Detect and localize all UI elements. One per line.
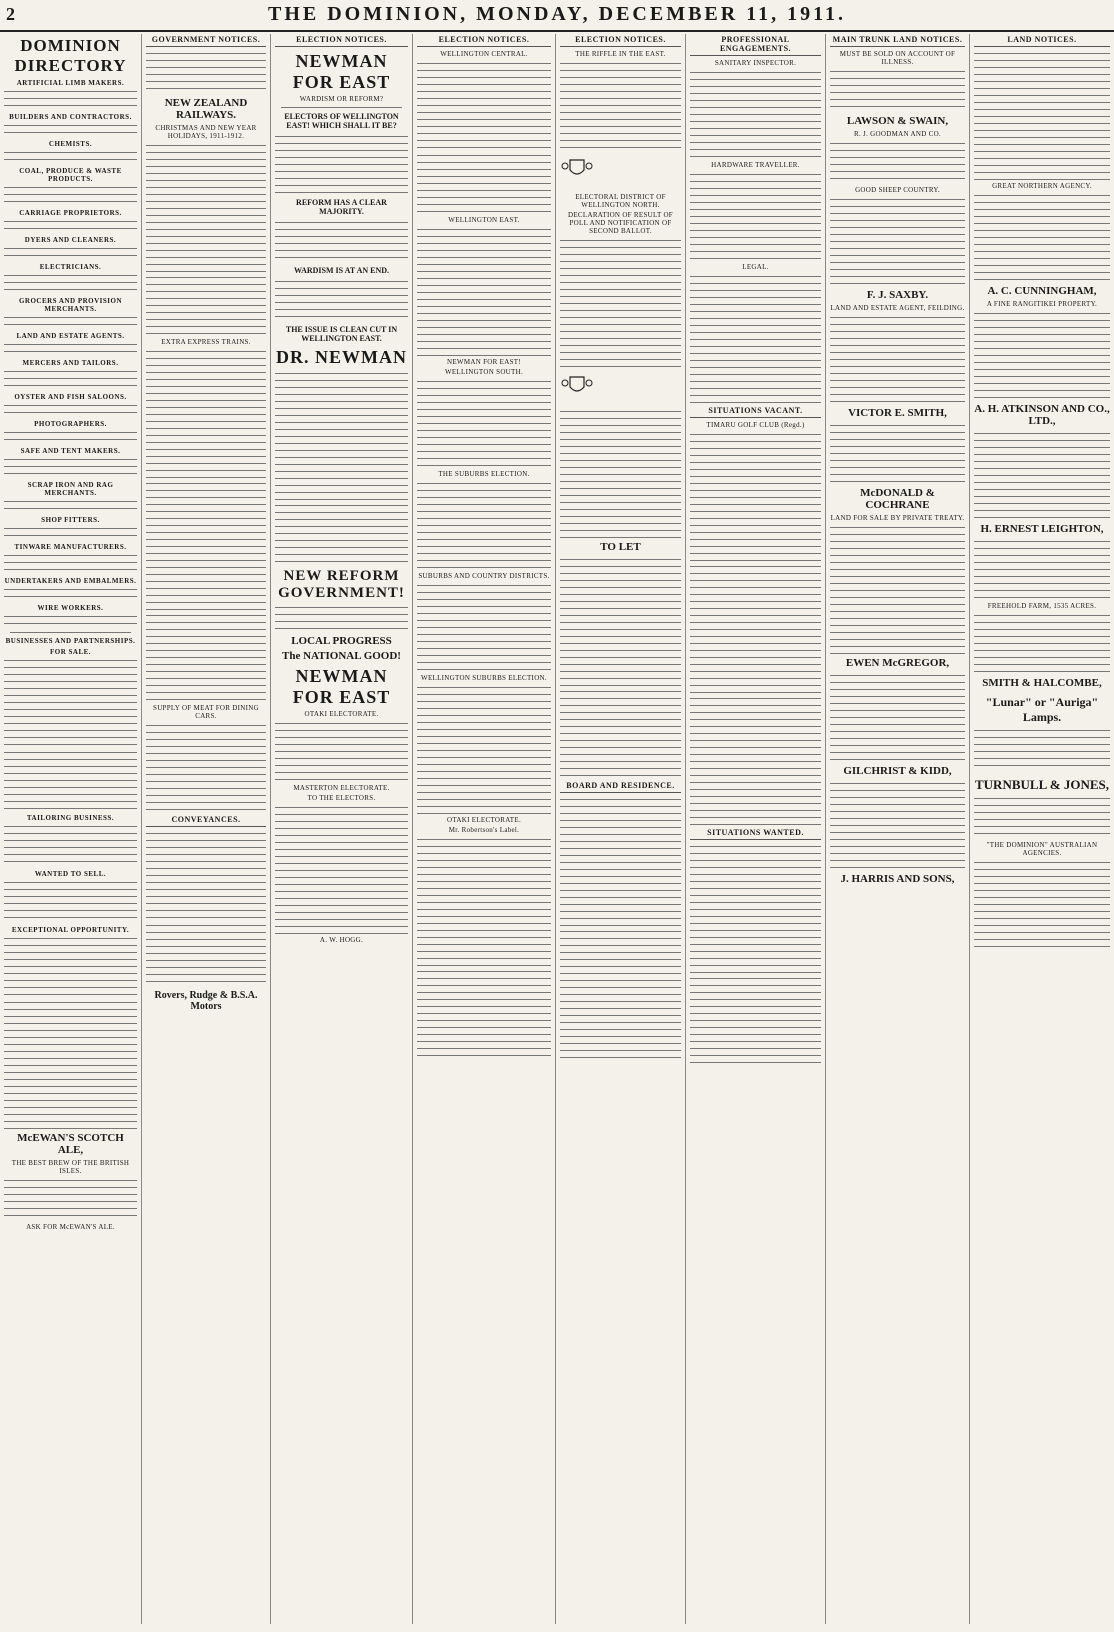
situations-wanted-head: SITUATIONS WANTED.: [690, 827, 821, 840]
directory-category: GROCERS AND PROVISION MERCHANTS.: [18, 297, 123, 313]
lawson-swain: LAWSON & SWAIN,: [846, 115, 949, 127]
must-be-sold: MUST BE SOLD ON ACCOUNT OF ILLNESS.: [839, 50, 956, 66]
directory-category: COAL, PRODUCE & WASTE PRODUCTS.: [19, 167, 122, 183]
directory-category: SHOP FITTERS.: [41, 516, 100, 524]
sanitary-inspector: SANITARY INSPECTOR.: [714, 59, 797, 67]
situations-vacant-head: SITUATIONS VACANT.: [690, 405, 821, 418]
australian-agencies: "THE DOMINION" AUSTRALIAN AGENCIES.: [986, 841, 1098, 857]
columns: [0, 34, 1114, 1624]
directory-category: ARTIFICIAL LIMB MAKERS.: [16, 79, 125, 87]
wellington-east: WELLINGTON EAST.: [448, 216, 520, 224]
robertson-label: Mr. Robertson's Label.: [448, 826, 520, 834]
column-main-trunk: [826, 34, 970, 1624]
lunar-lamps: "Lunar" or "Auriga" Lamps.: [985, 695, 1099, 724]
page-number: 2: [6, 4, 15, 24]
harris-sons: J. HARRIS AND SONS,: [840, 873, 955, 885]
newman-banner-1: NEWMAN FOR EAST: [292, 51, 391, 92]
rifle-heading: THE RIFFLE IN THE EAST.: [575, 50, 666, 58]
column-government: [142, 34, 271, 1624]
directory-category: SAFE AND TENT MAKERS.: [20, 447, 121, 455]
goodman-co: R. J. GOODMAN AND CO.: [853, 130, 941, 138]
directory-category: BUILDERS AND CONTRACTORS.: [9, 113, 132, 121]
election-notices-head-1: ELECTION NOTICES.: [275, 34, 408, 47]
wanted-sell-heading: WANTED TO SELL.: [34, 870, 107, 878]
professional-head: PROFESSIONAL ENGAGEMENTS.: [690, 34, 821, 56]
masterton-electorate: MASTERTON ELECTORATE.: [293, 784, 390, 792]
freehold-farm: FREEHOLD FARM, 1535 ACRES.: [987, 602, 1097, 610]
saxby-sub: LAND AND ESTATE AGENT, FEILDING.: [830, 304, 965, 312]
north-district: ELECTORAL DISTRICT OF WELLINGTON NORTH.: [575, 193, 666, 209]
coat-of-arms-icon-2: [560, 373, 594, 399]
new-reform-government: NEW REFORM GOVERNMENT!: [278, 568, 405, 601]
newman-for-east: NEWMAN FOR EAST!: [446, 358, 522, 366]
holidays-heading: CHRISTMAS AND NEW YEAR HOLIDAYS, 1911-1912.: [155, 124, 257, 140]
national-good: The NATIONAL GOOD!: [282, 650, 401, 662]
column-election-2: [413, 34, 556, 1624]
newman-banner-2: NEWMAN FOR EAST: [292, 666, 391, 707]
column-professional: [686, 34, 826, 1624]
directory-category: DYERS AND CLEANERS.: [24, 236, 117, 244]
reform-majority: REFORM HAS A CLEAR MAJORITY.: [296, 198, 387, 216]
directory-category: PHOTOGRAPHERS.: [34, 420, 107, 428]
exceptional-heading: EXCEPTIONAL OPPORTUNITY.: [11, 926, 130, 934]
ewen-mcgregor: EWEN McGREGOR,: [845, 657, 950, 669]
hogg-signature: A. W. HOGG.: [319, 936, 364, 944]
hardware-traveller: HARDWARE TRAVELLER.: [711, 161, 800, 169]
directory-list: [4, 79, 137, 628]
newspaper-title: THE DOMINION, MONDAY, DECEMBER 11, 1911.: [267, 3, 847, 25]
tailoring-heading: TAILORING BUSINESS.: [26, 814, 115, 822]
great-northern: GREAT NORTHERN AGENCY.: [992, 182, 1092, 190]
suburbs-country: SUBURBS AND COUNTRY DISTRICTS.: [418, 572, 550, 580]
wardism-question: WARDISM OR REFORM?: [299, 95, 384, 103]
directory-category: ELECTRICIANS.: [39, 263, 102, 271]
for-sale-heading: FOR SALE.: [49, 648, 92, 656]
dr-newman: DR. NEWMAN: [276, 347, 407, 367]
otaki-electorate-2: OTAKI ELECTORATE.: [446, 816, 521, 824]
atkinson-co: A. H. ATKINSON AND CO., LTD.,: [974, 403, 1110, 427]
coat-of-arms-icon: [560, 156, 594, 182]
businesses-heading: BUSINESSES AND PARTNERSHIPS.: [5, 637, 136, 645]
gilchrist-kidd: GILCHRIST & KIDD,: [843, 765, 952, 777]
mcdonald-cochrane: McDONALD & COCHRANE: [860, 487, 935, 511]
to-let-heading: TO LET: [600, 541, 641, 553]
directory-category: OYSTER AND FISH SALOONS.: [14, 393, 127, 401]
victor-smith: VICTOR E. SMITH,: [848, 407, 947, 419]
directory-category: UNDERTAKERS AND EMBALMERS.: [4, 577, 137, 585]
ernest-leighton: H. ERNEST LEIGHTON,: [980, 523, 1104, 535]
express-heading: EXTRA EXPRESS TRAINS.: [161, 338, 251, 346]
ale-brand: McEWAN'S SCOTCH ALE,: [17, 1132, 124, 1156]
directory-category: TINWARE MANUFACTURERS.: [14, 543, 127, 551]
cunningham: A. C. CUNNINGHAM,: [987, 285, 1097, 297]
ale-footer: ASK FOR McEWAN'S ALE.: [26, 1223, 115, 1231]
good-sheep-country: GOOD SHEEP COUNTRY.: [855, 186, 940, 194]
board-residence-head: BOARD AND RESIDENCE.: [560, 780, 681, 793]
timaru-golf: TIMARU GOLF CLUB (Regd.): [706, 421, 805, 429]
directory-category: SCRAP IRON AND RAG MERCHANTS.: [27, 481, 114, 497]
election-notices-head-2: ELECTION NOTICES.: [417, 34, 551, 47]
poll-result: DECLARATION OF RESULT OF POLL AND NOTIFICATION OF SECOND BALLOT.: [567, 211, 674, 235]
dining-heading: SUPPLY OF MEAT FOR DINING CARS.: [153, 704, 259, 720]
column-election-newman: [271, 34, 413, 1624]
conveyances-head: CONVEYANCES.: [146, 814, 266, 827]
column-land: [970, 34, 1114, 1624]
turnbull-jones: TURNBULL & JONES,: [975, 777, 1109, 792]
wellington-south: WELLINGTON SOUTH.: [444, 368, 524, 376]
issue-clean-cut: THE ISSUE IS CLEAN CUT IN WELLINGTON EAST.: [285, 325, 398, 343]
suburbs-election: THE SUBURBS ELECTION.: [438, 470, 530, 478]
government-notices-head: GOVERNMENT NOTICES.: [146, 34, 266, 47]
ale-tagline: THE BEST BREW OF THE BRITISH ISLES.: [11, 1159, 130, 1175]
smith-halcombe: SMITH & HALCOMBE,: [982, 677, 1102, 689]
electors-heading: ELECTORS OF WELLINGTON EAST! WHICH SHALL IT BE?: [284, 112, 399, 130]
railways-heading: NEW ZEALAND RAILWAYS.: [164, 97, 248, 121]
directory-category: WIRE WORKERS.: [37, 604, 104, 612]
directory-category: CARRIAGE PROPRIETORS.: [19, 209, 122, 217]
column-directory: [0, 34, 142, 1624]
rovers-ad: Rovers, Rudge & B.S.A. Motors: [154, 990, 258, 1012]
local-progress: LOCAL PROGRESS: [291, 635, 392, 647]
main-trunk-head: MAIN TRUNK LAND NOTICES.: [830, 34, 965, 47]
private-treaty: LAND FOR SALE BY PRIVATE TREATY.: [830, 514, 965, 522]
fine-rangitikei: A FINE RANGITIKEI PROPERTY.: [986, 300, 1098, 308]
directory-category: LAND AND ESTATE AGENTS.: [16, 332, 125, 340]
directory-category: CHEMISTS.: [48, 140, 93, 148]
masthead: [0, 0, 1114, 32]
election-notices-head-3: ELECTION NOTICES.: [560, 34, 681, 47]
land-notices-head: LAND NOTICES.: [974, 34, 1110, 47]
wellington-central: WELLINGTON CENTRAL.: [440, 50, 528, 58]
otaki-electorate: OTAKI ELECTORATE.: [304, 710, 379, 718]
saxby-name: F. J. SAXBY.: [866, 289, 929, 301]
directory-title: DOMINION DIRECTORY: [14, 36, 127, 75]
to-the-electors: TO THE ELECTORS.: [307, 794, 376, 802]
wardism-end: WARDISM IS AT AN END.: [293, 266, 390, 275]
directory-category: MERCERS AND TAILORS.: [22, 359, 119, 367]
legal-heading: LEGAL.: [742, 263, 769, 271]
column-election-3: [556, 34, 686, 1624]
wellington-suburbs: WELLINGTON SUBURBS ELECTION.: [421, 674, 547, 682]
